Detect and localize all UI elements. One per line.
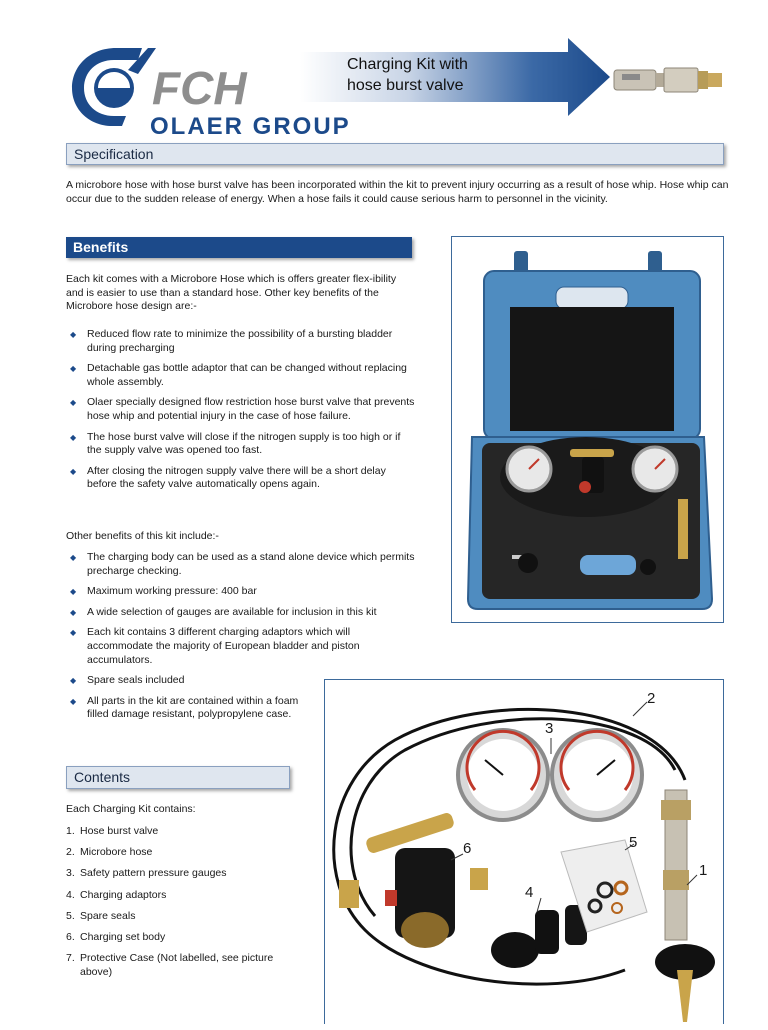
bullet-diamond-icon: ◆ — [70, 330, 77, 339]
list-item-number: 7. — [66, 952, 75, 965]
other-benefits-intro: Other benefits of this kit include:- — [66, 530, 219, 542]
callout-label-2: 2 — [647, 690, 656, 707]
list-item — [66, 867, 286, 881]
bullet-diamond-icon: ◆ — [70, 553, 77, 562]
list-item — [66, 910, 286, 924]
benefits-heading: Benefits — [66, 237, 412, 258]
list-item-text: The hose burst valve will close if the nitrogen supply is too high or if the supply valve was opened too fast. — [87, 430, 401, 457]
list-item-text: Each kit contains 3 different charging adaptors which will accommodate the majority of European bladder and piston accumulators. — [87, 626, 360, 666]
list-item — [66, 889, 286, 903]
bullet-diamond-icon: ◆ — [70, 628, 77, 638]
contents-heading: Contents — [66, 766, 290, 789]
list-item-number: 5. — [66, 909, 75, 922]
hose-burst-valve-image — [612, 60, 728, 100]
list-item-text: A wide selection of gauges are available for inclusion in this kit — [87, 605, 377, 618]
list-item-text: All parts in the kit are contained within a foam filled damage resistant, polypropylene case. — [87, 694, 299, 721]
list-item — [66, 465, 416, 492]
list-item — [66, 825, 286, 839]
bullet-diamond-icon: ◆ — [70, 696, 77, 706]
list-item-number: 6. — [66, 930, 75, 943]
benefits-intro: Each kit comes with a Microbore Hose which is offers greater flex-ibility and is easier to use than a standard hose. Other key benefits of the Microbore hose design are:- — [66, 273, 397, 313]
list-item-number: 3. — [66, 867, 75, 880]
specification-text: A microbore hose with hose burst valve has been incorporated within the kit to prevent injury occurring as a result of hose whip. Hose whip can occur due to the sudden release of energy. When a hose fails it could cause serious harm to personnel in the vicinity. — [66, 179, 729, 205]
bullet-diamond-icon: ◆ — [70, 676, 77, 686]
bullet-diamond-icon: ◆ — [70, 364, 77, 374]
bullet-diamond-icon: ◆ — [70, 587, 77, 597]
bullet-diamond-icon: ◆ — [70, 466, 77, 476]
logo-fch-text: FCH — [152, 62, 247, 114]
list-item-text: Safety pattern pressure gauges — [80, 867, 227, 880]
list-item-text: Olaer specially designed flow restriction hose burst valve that prevents hose whip and potential injury in the case of hose failure. — [87, 396, 415, 422]
list-item — [66, 626, 416, 667]
specification-heading: Specification — [66, 143, 724, 165]
protective-case-image — [452, 237, 725, 624]
bullet-diamond-icon: ◆ — [70, 607, 77, 617]
list-item — [66, 846, 286, 860]
list-item-text: After closing the nitrogen supply valve there will be a short delay before the safety valve automatically opens again. — [87, 464, 386, 491]
list-item-text: Charging set body — [80, 930, 166, 943]
callout-label-6: 6 — [463, 840, 472, 857]
bullet-diamond-icon: ◆ — [70, 398, 77, 408]
logo-group-text: OLAER GROUP — [150, 113, 351, 140]
fch-olaer-logo — [68, 40, 351, 140]
contents-list — [66, 825, 286, 987]
list-item — [66, 362, 416, 389]
case-photo — [451, 236, 724, 623]
kit-components-image — [325, 680, 725, 1025]
callout-label-4: 4 — [525, 884, 534, 901]
list-item — [66, 931, 286, 945]
list-item-number: 1. — [66, 825, 75, 837]
list-item-text: Detachable gas bottle adaptor that can be changed without replacing whole assembly. — [87, 362, 407, 388]
page-title-line1: Charging Kit with — [347, 56, 468, 73]
contents-intro: Each Charging Kit contains: — [66, 803, 196, 815]
list-item — [66, 695, 302, 722]
page-title-line2: hose burst valve — [347, 77, 464, 94]
list-item — [66, 551, 416, 578]
callout-label-1: 1 — [699, 862, 708, 879]
list-item-text: Microbore hose — [80, 846, 153, 859]
benefits-list — [66, 328, 416, 499]
list-item-text: Spare seals included — [87, 674, 185, 687]
page-title — [347, 54, 547, 96]
list-item-text: Spare seals — [80, 909, 136, 922]
list-item — [66, 431, 416, 458]
list-item-text: Protective Case (Not labelled, see picture above) — [80, 952, 274, 978]
list-item-text: Maximum working pressure: 400 bar — [87, 585, 257, 598]
list-item — [66, 606, 416, 620]
list-item — [66, 396, 416, 423]
kit-components-photo — [324, 679, 724, 1024]
callout-label-3: 3 — [545, 720, 554, 737]
callout-label-5: 5 — [629, 834, 638, 851]
list-item — [66, 328, 416, 355]
bullet-diamond-icon: ◆ — [70, 432, 77, 442]
list-item — [66, 585, 416, 599]
list-item — [66, 952, 286, 979]
list-item-text: Hose burst valve — [80, 825, 159, 837]
list-item-number: 2. — [66, 846, 75, 859]
list-item-number: 4. — [66, 888, 75, 901]
list-item-text: The charging body can be used as a stand alone device which permits precharge checking. — [87, 551, 415, 577]
list-item-text: Charging adaptors — [80, 888, 167, 901]
list-item-text: Reduced flow rate to minimize the possibility of a bursting bladder during precharging — [87, 328, 393, 354]
